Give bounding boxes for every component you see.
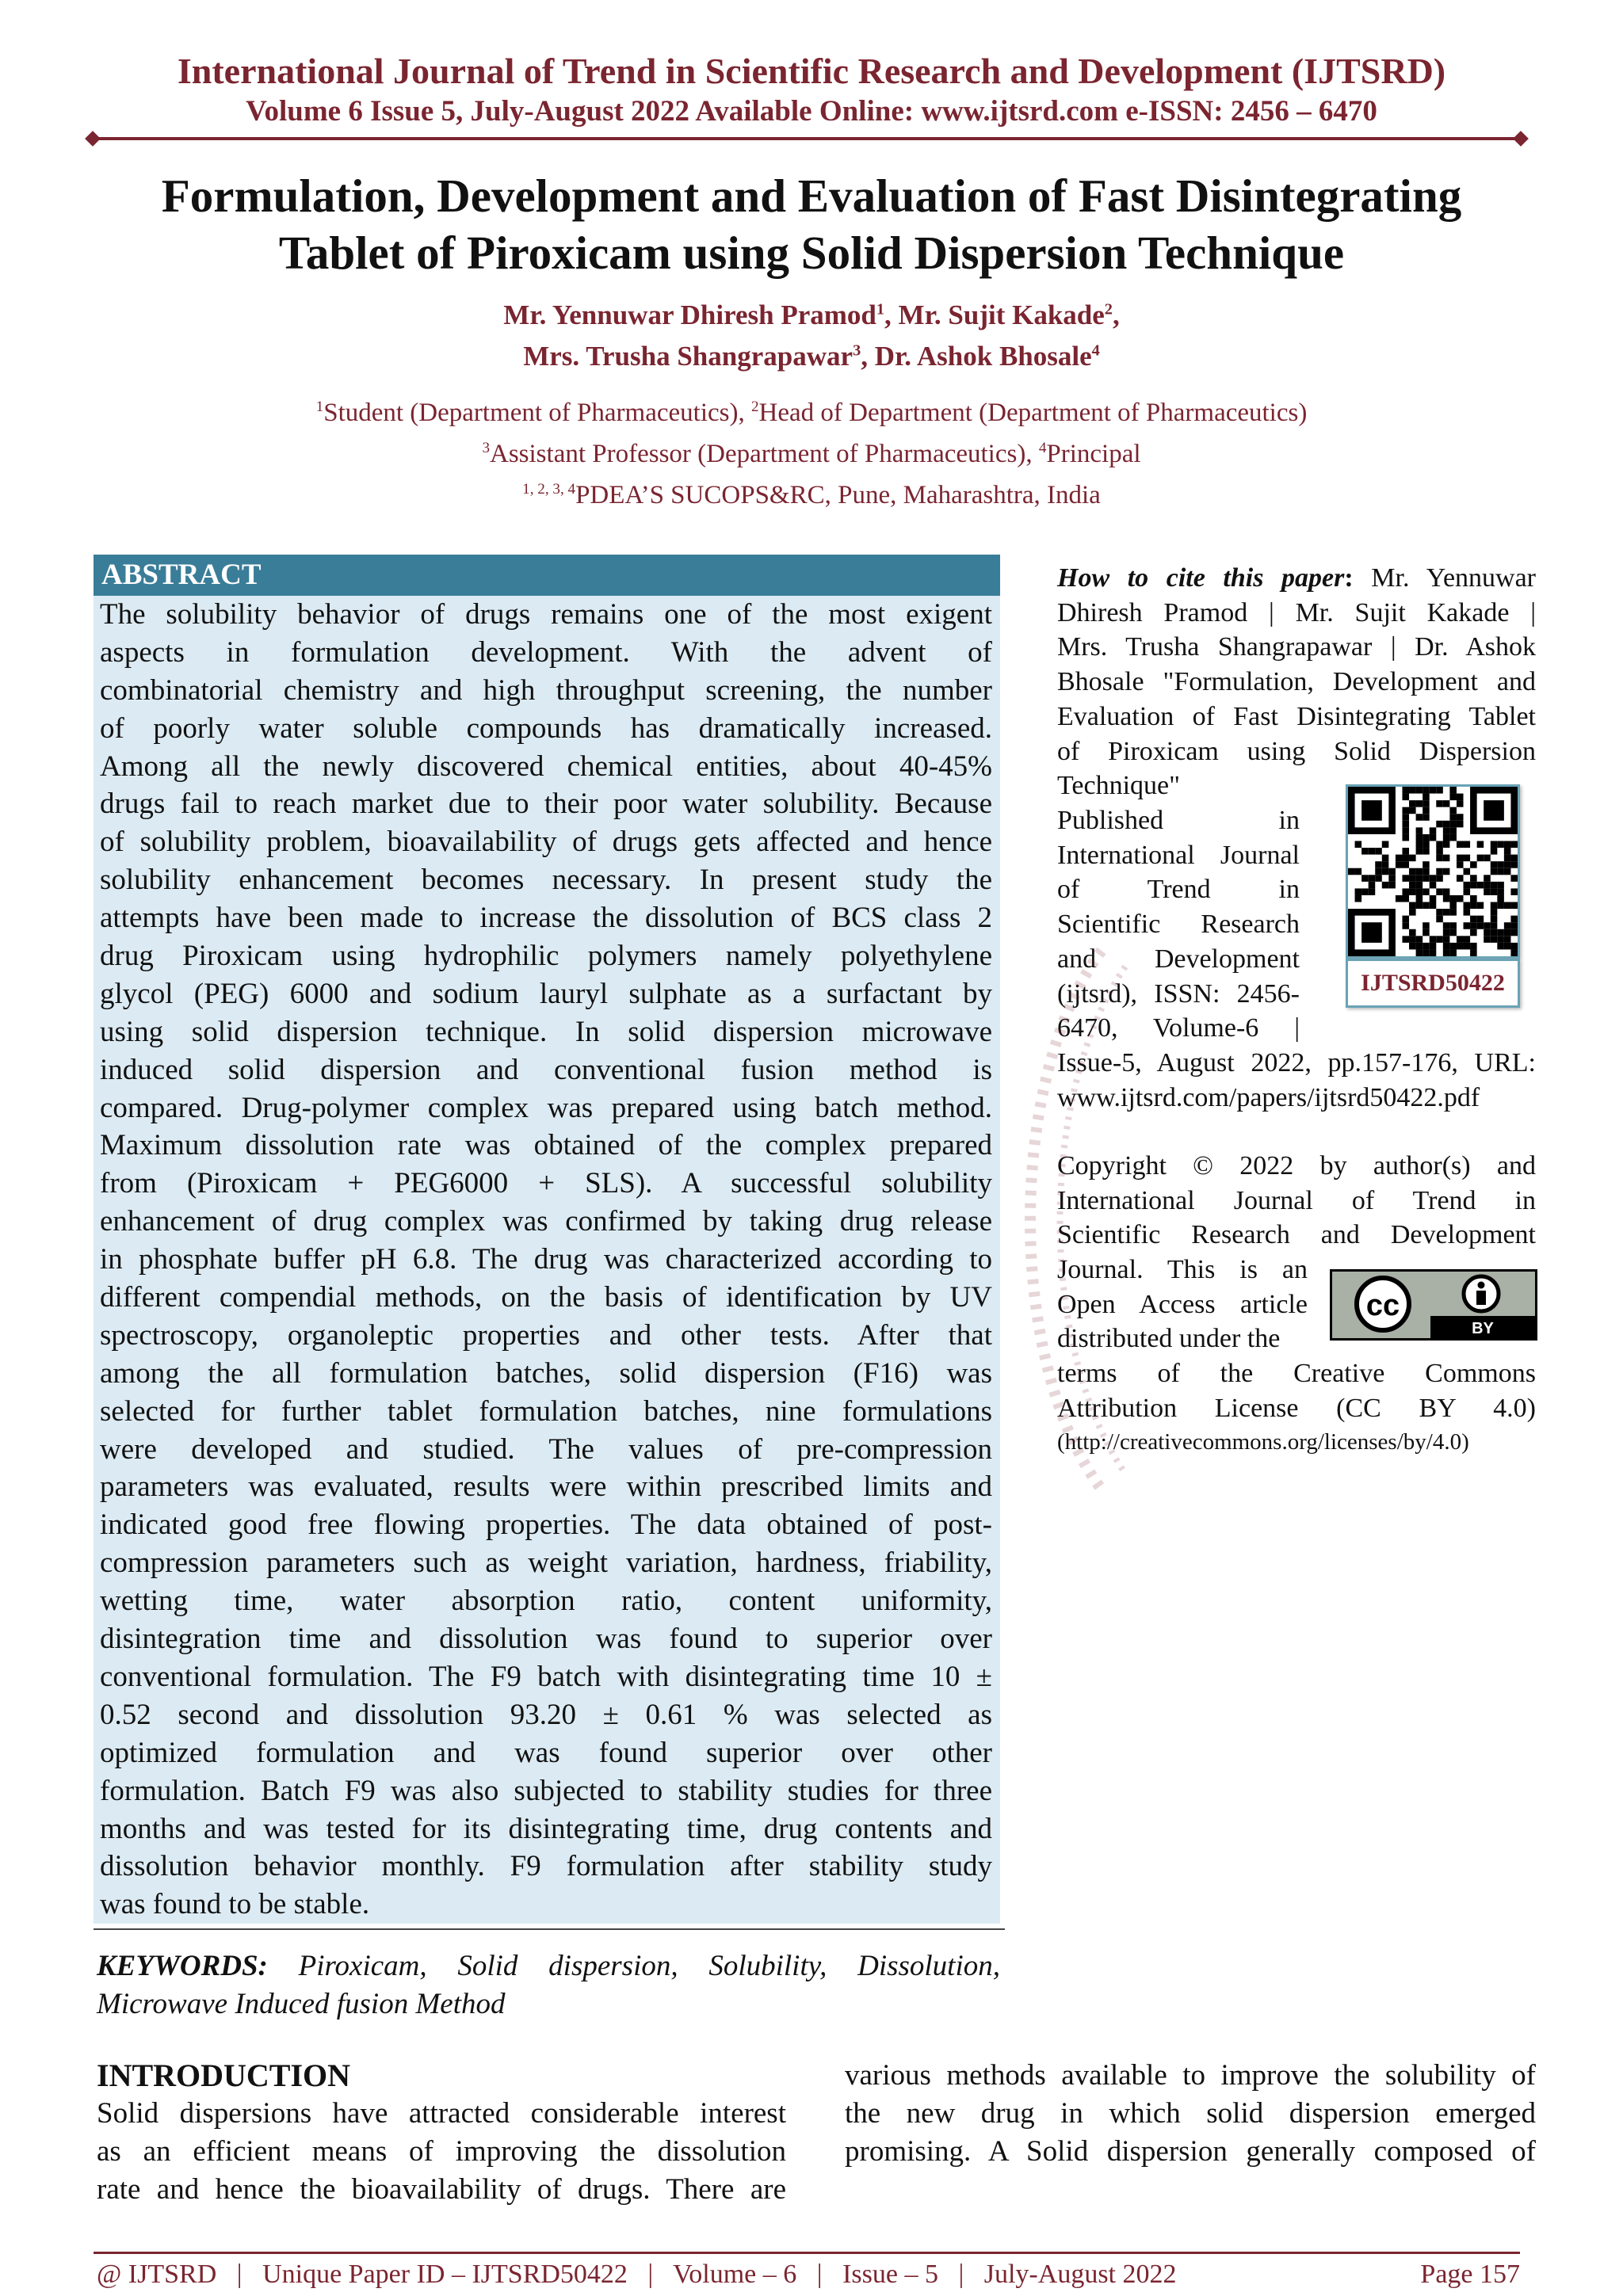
citation-text: Mr. Yennuwar [1353,563,1537,593]
abstract-line: using solid dispersion technique. In solid dispersion microwave [100,1015,992,1048]
abstract-line: compared. Drug-polymer complex was prepared using batch method. [100,1091,992,1124]
introduction-left-line: as an efficient means of improving the dissolution [97,2135,786,2168]
keywords-line-2: Microwave Induced fusion Method [97,1988,506,2020]
abstract-line: drugs fail to reach market due to their poor water solubility. Because [100,788,992,821]
cc-label: cc [1365,1289,1400,1322]
citation-narrow-line: and Development [1057,944,1300,974]
citation-line: of Piroxicam using Solid Dispersion [1057,736,1536,766]
copyright-narrow-line: Journal. This is an [1057,1255,1308,1284]
institution: PDEA’S SUCOPS&RC, Pune, Maharashtra, India [575,481,1101,509]
abstract-line: solubility enhancement becomes necessary. In present study the [100,864,992,897]
author-line-comma: , [1112,299,1120,330]
abstract-bottom-rule [94,1928,1005,1930]
page-number: Page 157 [1420,2260,1520,2289]
abstract-line: The solubility behavior of drugs remains one of the most exigent [100,598,992,631]
author-2-marker: 2 [1104,300,1113,318]
abstract-line: 0.52 second and dissolution 93.20 ± 0.61 % was selected as [100,1698,992,1731]
cc-by-license-badge[interactable] [1330,1269,1537,1341]
abstract-line: months and was tested for its disintegrating time, drug contents and [100,1812,992,1845]
abstract-line: enhancement of drug complex was confirmed by taking drug release [100,1205,992,1238]
qr-paper-id: IJTSRD50422 [1346,959,1520,1008]
abstract-line: formulation. Batch F9 was also subjected to stability studies for three [100,1774,992,1807]
authors-line-1 [0,296,1623,334]
abstract-line: of solubility problem, bioavailability of drugs gets affected and hence [100,826,992,859]
affil-marker-3: 3 [482,440,490,456]
abstract-line: indicated good free flowing properties. The data obtained of post- [100,1508,992,1542]
citation-narrow-line: Scientific Research [1057,910,1300,940]
license-line: terms of the Creative Commons [1057,1359,1536,1388]
introduction-right-line: various methods available to improve the solubility of [845,2059,1536,2092]
citation-line [1057,561,1536,596]
abstract-line: selected for further tablet formulation batches, nine formulations [100,1394,992,1428]
citation-line: Evaluation of Fast Disintegrating Tablet [1057,701,1536,731]
abstract-line: disintegration time and dissolution was found to superior over [100,1623,992,1656]
copyright-narrow-line: distributed under the [1057,1324,1281,1354]
author-2: , Mr. Sujit Kakade [884,299,1105,330]
copyright-line: International Journal of Trend in [1057,1185,1536,1215]
abstract-line: were developed and studied. The values of pre-compression [100,1432,992,1466]
abstract-line: Maximum dissolution rate was obtained of the complex prepared [100,1129,992,1162]
affiliation-1: Student (Department of Pharmaceutics), [323,399,751,427]
author-3-marker: 3 [853,341,861,360]
abstract-line: conventional formulation. The F9 batch with disintegrating time 10 ± [100,1660,992,1693]
citation-line: Mrs. Trusha Shangrapawar | Dr. Ashok [1057,632,1536,662]
abstract-line: aspects in formulation development. With the advent of [100,635,992,669]
abstract-line: glycol (PEG) 6000 and sodium lauryl sulphate as a surfactant by [100,977,992,1010]
abstract-line: Among all the newly discovered chemical entities, about 40-45% [100,749,992,783]
journal-seal-watermark [975,935,1141,1505]
author-4: , Dr. Ashok Bhosale [861,341,1092,372]
affil-marker-all: 1, 2, 3, 4 [522,481,576,498]
license-url[interactable]: (http://creativecommons.org/licenses/by/4.0) [1057,1429,1469,1455]
citation-label-colon: : [1344,563,1354,593]
cc-by-icon [1332,1272,1535,1338]
authors-line-2 [0,338,1623,376]
abstract-line: in phosphate buffer pH 6.8. The drug was characterized according to [100,1243,992,1276]
abstract-line: spectroscopy, organoleptic properties and other tests. After that [100,1318,992,1352]
introduction-left-line: rate and hence the bioavailability of drugs. There are [97,2173,786,2206]
citation-narrow-line: (ijtsrd), ISSN: 2456- [1057,978,1300,1009]
affiliation-4: Principal [1046,440,1141,468]
abstract-heading: ABSTRACT [94,555,1000,596]
abstract-line: combinatorial chemistry and high throughput screening, the number [100,673,992,707]
qr-code[interactable] [1346,784,1520,959]
keywords [97,1947,1000,2023]
citation-line: Dhiresh Pramod | Mr. Sujit Kakade | [1057,597,1536,627]
abstract-line: different compendial methods, on the basis of identification by UV [100,1281,992,1314]
citation-url-line: www.ijtsrd.com/papers/ijtsrd50422.pdf [1057,1082,1480,1112]
copyright-narrow-line: Open Access article [1057,1289,1308,1319]
citation-line: Technique" [1057,771,1180,801]
by-label: BY [1472,1320,1494,1337]
citation-label: How to cite this paper [1057,563,1345,593]
introduction-right-column [845,2057,1536,2171]
author-4-marker: 4 [1091,341,1100,360]
keywords-list: Piroxicam, Solid dispersion, Solubility, Dissolution, [267,1950,1000,1982]
affil-marker-4: 4 [1038,440,1047,456]
qr-code-image [1348,787,1518,956]
introduction-right-line: promising. A Solid dispersion generally composed of [845,2135,1536,2168]
copyright-line: Copyright © 2022 by author(s) and [1057,1151,1536,1180]
header-rule [94,137,1520,140]
abstract-line: from (Piroxicam + PEG6000 + SLS). A successful solubility [100,1167,992,1200]
affiliation-line-3 [0,476,1623,514]
citation-narrow-line: Published in [1057,806,1300,835]
citation-line: Bhosale "Formulation, Development and [1057,667,1536,697]
author-1-marker: 1 [876,300,885,318]
journal-name: International Journal of Trend in Scientific Research and Development (IJTSRD) [177,51,1446,91]
citation-block [1057,561,1536,803]
author-3: Mrs. Trusha Shangrapawar [523,341,854,372]
affiliation-3: Assistant Professor (Department of Pharmaceutics), [490,440,1039,468]
abstract-line: attempts have been made to increase the dissolution of BCS class 2 [100,902,992,935]
copyright-line: Scientific Research and Development [1057,1220,1536,1250]
introduction-heading: INTRODUCTION [97,2058,351,2093]
paper-title-line-2: Tablet of Piroxicam using Solid Dispersion Technique [278,227,1345,279]
abstract-body [100,596,992,1924]
abstract-line: parameters was evaluated, results were within prescribed limits and [100,1470,992,1504]
header-rule-right-ornament [1513,131,1529,147]
keywords-label: KEYWORDS: [97,1950,268,1982]
affiliation-line-1 [0,394,1623,432]
affil-marker-1: 1 [315,399,324,415]
citation-narrow-line: 6470, Volume-6 | [1057,1013,1300,1043]
abstract-line: was found to be stable. [100,1888,370,1921]
abstract-line: induced solid dispersion and conventional fusion method is [100,1053,992,1086]
abstract-line: compression parameters such as weight variation, hardness, friability, [100,1547,992,1580]
abstract-line: among the all formulation batches, solid dispersion (F16) was [100,1356,992,1390]
abstract-line: of poorly water soluble compounds has dramatically increased. [100,711,992,745]
footer-rule [94,2252,1520,2254]
citation-url-line: Issue-5, August 2022, pp.157-176, URL: [1057,1048,1536,1077]
paper-title-line-1: Formulation, Development and Evaluation of Fast Disintegrating [161,170,1462,222]
introduction-right-line: the new drug in which solid dispersion emerged [845,2097,1536,2130]
introduction-left-column [97,2095,786,2209]
footer-info: @ IJTSRD | Unique Paper ID – IJTSRD50422 | Volume – 6 | Issue – 5 | July-August 2022 [97,2260,1177,2289]
abstract-line: wetting time, water absorption ratio, content uniformity, [100,1585,992,1618]
abstract-line: drug Piroxicam using hydrophilic polymers namely polyethylene [100,940,992,973]
license-line: Attribution License (CC BY 4.0) [1057,1393,1536,1423]
abstract-line: optimized formulation and was found superior over other [100,1736,992,1769]
keywords-line-1 [97,1947,1000,1985]
citation-narrow-line: International Journal [1057,840,1300,870]
abstract-line: dissolution behavior monthly. F9 formulation after stability study [100,1850,992,1883]
journal-issue-line: Volume 6 Issue 5, July-August 2022 Available Online: www.ijtsrd.com e-ISSN: 2456 – 6470 [246,95,1377,128]
affiliation-2: Head of Department (Department of Pharmaceutics) [758,399,1308,427]
affil-marker-2: 2 [750,399,759,415]
author-1: Mr. Yennuwar Dhiresh Pramod [503,299,876,330]
affiliation-line-2 [0,435,1623,473]
citation-narrow-line: of Trend in [1057,875,1300,905]
introduction-left-line: Solid dispersions have attracted considerable interest [97,2097,786,2130]
